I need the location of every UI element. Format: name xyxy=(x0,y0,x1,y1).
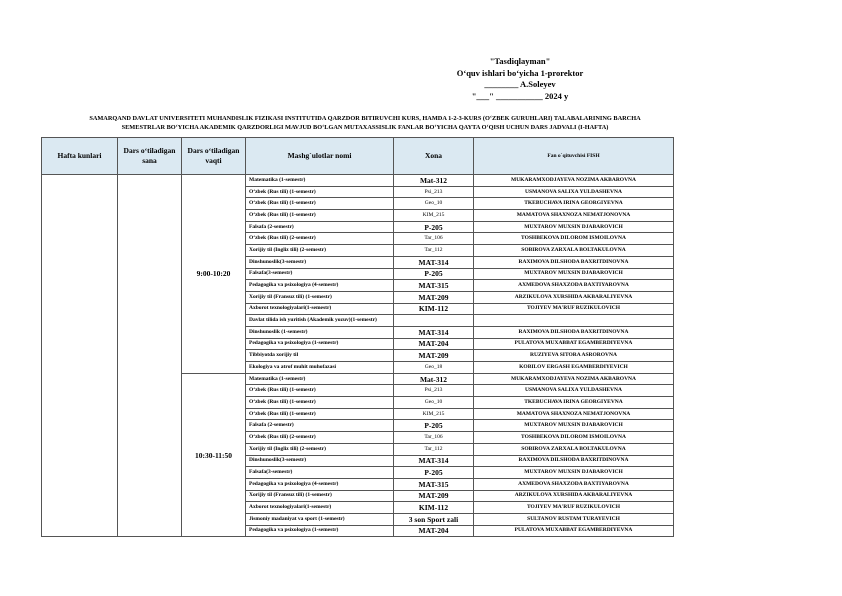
room-cell: Geo_10 xyxy=(394,198,474,210)
subject-cell: Falsafa(3-semestr) xyxy=(246,268,394,280)
header-time: Dars o‘tiladigan vaqti xyxy=(182,138,246,175)
room-cell: MAT-315 xyxy=(394,280,474,292)
header-subject: Mashg`ulotlar nomi xyxy=(246,138,394,175)
teacher-cell: PULATOVA MUXABBAT EGAMBERDIYEVNA xyxy=(474,338,674,350)
schedule-table xyxy=(41,137,674,537)
room-cell: Mat-312 xyxy=(394,175,474,187)
subject-cell: O‘zbek (Rus tili) (1-semestr) xyxy=(246,210,394,222)
teacher-cell: USMANOVA SALIXA YULDASHEVNA xyxy=(474,385,674,397)
teacher-cell: MUKARAMXODJAYEVA NOZIMA AKBAROVNA xyxy=(474,175,674,187)
subject-cell: O‘zbek (Rus tili) (2-semestr) xyxy=(246,233,394,245)
room-cell: MAT-314 xyxy=(394,455,474,467)
teacher-cell: TKEBUCHAVA IRINA GEORGIYEVNA xyxy=(474,397,674,409)
teacher-cell: AXMEDOVA SHAXZODA BAXTIYAROVNA xyxy=(474,280,674,292)
table-header-row xyxy=(42,138,674,175)
date-cell xyxy=(118,175,182,537)
teacher-cell: MUKARAMXODJAYEVA NOZIMA AKBAROVNA xyxy=(474,373,674,385)
teacher-cell: RAXIMOVA DILSHODA BAXRITDINOVNA xyxy=(474,256,674,268)
teacher-cell: MUXTAROV MUXSIN DJABAROVICH xyxy=(474,221,674,233)
teacher-cell: SOBIROVA ZARXALA BOLTAKULOVNA xyxy=(474,245,674,257)
teacher-cell: AXMEDOVA SHAXZODA BAXTIYAROVNA xyxy=(474,478,674,490)
room-cell: MAT-209 xyxy=(394,291,474,303)
subject-cell: Matematika (1-semestr) xyxy=(246,175,394,187)
header-room: Xona xyxy=(394,138,474,175)
room-cell: Mat-312 xyxy=(394,373,474,385)
teacher-cell: KOBILOV ERGASH EGAMBERDIYEVICH xyxy=(474,362,674,374)
room-cell: KIM-112 xyxy=(394,303,474,315)
approval-title: "Tasdiqlayman" xyxy=(489,56,551,66)
table-row xyxy=(42,175,674,187)
subject-cell: Xorijiy til (Ingliz tili) (2-semestr) xyxy=(246,245,394,257)
teacher-cell: PULATOVA MUXABBAT EGAMBERDIYEVNA xyxy=(474,525,674,537)
room-cell: 3 son Sport zali xyxy=(394,513,474,525)
room-cell: Tar_112 xyxy=(394,245,474,257)
subject-cell: Dinshunoslik(3-semestr) xyxy=(246,256,394,268)
teacher-cell: RUZIYEVA SITORA ASROROVNA xyxy=(474,350,674,362)
schedule-body xyxy=(42,175,674,537)
subject-cell: Axborot texnologiyalari(1-semestr) xyxy=(246,303,394,315)
room-cell: P-205 xyxy=(394,467,474,479)
teacher-cell: MUXTAROV MUXSIN DJABAROVICH xyxy=(474,420,674,432)
subject-cell: Falsafa(3-semestr) xyxy=(246,467,394,479)
teacher-cell: ARZIKULOVA XURSHIDA AKBARALIYEVNA xyxy=(474,291,674,303)
teacher-cell: MAMATOVA SHAXNOZA NEMATJONOVNA xyxy=(474,408,674,420)
heading-line-1: SAMARQAND DAVLAT UNIVERSITETI MUHANDISLIK FIZIKASI INSTITUTIDA QARZDOR BITIRUVCHI KURS, HAMDA 1-2-3-KURS (O‘ZBEK GURUHLARI) TALABALARINING BARCHA xyxy=(89,115,641,122)
room-cell: MAT-209 xyxy=(394,490,474,502)
header-date: Dars o‘tiladigan sana xyxy=(118,138,182,175)
teacher-cell: MUXTAROV MUXSIN DJABAROVICH xyxy=(474,467,674,479)
teacher-cell: TOSHBEKOVA DILOROM ISMOILOVNA xyxy=(474,233,674,245)
room-cell: Tar_106 xyxy=(394,432,474,444)
teacher-cell: TOSHBEKOVA DILOROM ISMOILOVNA xyxy=(474,432,674,444)
teacher-cell: TKEBUCHAVA IRINA GEORGIYEVNA xyxy=(474,198,674,210)
approval-block xyxy=(430,56,610,102)
subject-cell: Ekologiya va atrof muhit muhofazasi xyxy=(246,362,394,374)
header-day: Hafta kunlari xyxy=(42,138,118,175)
time-slot-cell: 10:30-11:50 xyxy=(182,373,246,537)
room-cell: P-205 xyxy=(394,221,474,233)
subject-cell: Axborot texnologiyalari(1-semestr) xyxy=(246,502,394,514)
subject-cell: Tibbiyotda xorijiy til xyxy=(246,350,394,362)
subject-cell: O‘zbek (Rus tili) (1-semestr) xyxy=(246,408,394,420)
subject-cell: Dinshunoslik(3-semestr) xyxy=(246,455,394,467)
heading-line-2: SEMESTRLAR BO‘YICHA AKADEMIK QARZDORLIGI MAVJUD BO‘LGAN MUTAXASSISLIK FANLAR BO‘YICHA QAYTA O‘QISH UCHUN DARS JADVALI (I-HAFTA) xyxy=(121,124,609,131)
subject-cell: Falsafa (2-semestr) xyxy=(246,221,394,233)
approval-date: "___" ___________ 2024 y xyxy=(471,90,569,101)
room-cell xyxy=(394,315,474,327)
teacher-cell: TOJIYEV MA'RUF RUZIKULOVICH xyxy=(474,502,674,514)
teacher-cell: SOBIROVA ZARXALA BOLTAKULOVNA xyxy=(474,443,674,455)
room-cell: Tar_106 xyxy=(394,233,474,245)
room-cell: KIM_215 xyxy=(394,210,474,222)
room-cell: Tar_112 xyxy=(394,443,474,455)
subject-cell: Pedagogika va psixologiya (4-semestr) xyxy=(246,280,394,292)
teacher-cell: ARZIKULOVA XURSHIDA AKBARALIYEVNA xyxy=(474,490,674,502)
header-teacher: Fan o`qituvchisi FISH xyxy=(474,138,674,175)
teacher-cell: RAXIMOVA DILSHODA BAXRITDINOVNA xyxy=(474,455,674,467)
subject-cell: Jismoniy madaniyat va sport (1-semestr) xyxy=(246,513,394,525)
time-slot-cell: 9:00-10:20 xyxy=(182,175,246,374)
subject-cell: Dinshunoslik (1-semestr) xyxy=(246,326,394,338)
room-cell: MAT-209 xyxy=(394,350,474,362)
subject-cell: O‘zbek (Rus tili) (1-semestr) xyxy=(246,198,394,210)
teacher-cell: RAXIMOVA DILSHODA BAXRITDINOVNA xyxy=(474,326,674,338)
approval-signature: ________ A.Soleyev xyxy=(484,79,556,89)
room-cell: KIM-112 xyxy=(394,502,474,514)
subject-cell: Xorijiy til (Ingliz tili) (2-semestr) xyxy=(246,443,394,455)
room-cell: Psi_213 xyxy=(394,186,474,198)
subject-cell: O‘zbek (Rus tili) (1-semestr) xyxy=(246,186,394,198)
subject-cell: Matematika (1-semestr) xyxy=(246,373,394,385)
subject-cell: O‘zbek (Rus tili) (1-semestr) xyxy=(246,397,394,409)
room-cell: KIM_215 xyxy=(394,408,474,420)
approval-position: O‘quv ishlari bo‘yicha 1-prorektor xyxy=(456,67,584,78)
room-cell: MAT-314 xyxy=(394,326,474,338)
subject-cell: Pedagogika va psixologiya (1-semestr) xyxy=(246,338,394,350)
subject-cell: Falsafa (2-semestr) xyxy=(246,420,394,432)
room-cell: P-205 xyxy=(394,420,474,432)
subject-cell: O‘zbek (Rus tili) (2-semestr) xyxy=(246,432,394,444)
document-heading xyxy=(60,114,670,132)
teacher-cell: MUXTAROV MUXSIN DJABAROVICH xyxy=(474,268,674,280)
room-cell: Geo_10 xyxy=(394,397,474,409)
room-cell: MAT-314 xyxy=(394,256,474,268)
teacher-cell: MAMATOVA SHAXNOZA NEMATJONOVNA xyxy=(474,210,674,222)
teacher-cell: SULTANOV RUSTAM TURAYEVICH xyxy=(474,513,674,525)
subject-cell: Pedagogika va psixologiya (1-semestr) xyxy=(246,525,394,537)
day-cell xyxy=(42,175,118,537)
subject-cell: Davlat tilida ish yuritish (Akademik yozuv)(1-semestr) xyxy=(246,315,394,327)
subject-cell: Xorijiy til (Fransuz tili) (1-semestr) xyxy=(246,291,394,303)
room-cell: Psi_213 xyxy=(394,385,474,397)
room-cell: P-205 xyxy=(394,268,474,280)
room-cell: Geo_18 xyxy=(394,362,474,374)
teacher-cell: TOJIYEV MA'RUF RUZIKULOVICH xyxy=(474,303,674,315)
teacher-cell: USMANOVA SALIXA YULDASHEVNA xyxy=(474,186,674,198)
room-cell: MAT-204 xyxy=(394,338,474,350)
room-cell: MAT-315 xyxy=(394,478,474,490)
subject-cell: Pedagogika va psixologiya (4-semestr) xyxy=(246,478,394,490)
teacher-cell xyxy=(474,315,674,327)
subject-cell: Xorijiy til (Fransuz tili) (1-semestr) xyxy=(246,490,394,502)
room-cell: MAT-204 xyxy=(394,525,474,537)
subject-cell: O‘zbek (Rus tili) (1-semestr) xyxy=(246,385,394,397)
